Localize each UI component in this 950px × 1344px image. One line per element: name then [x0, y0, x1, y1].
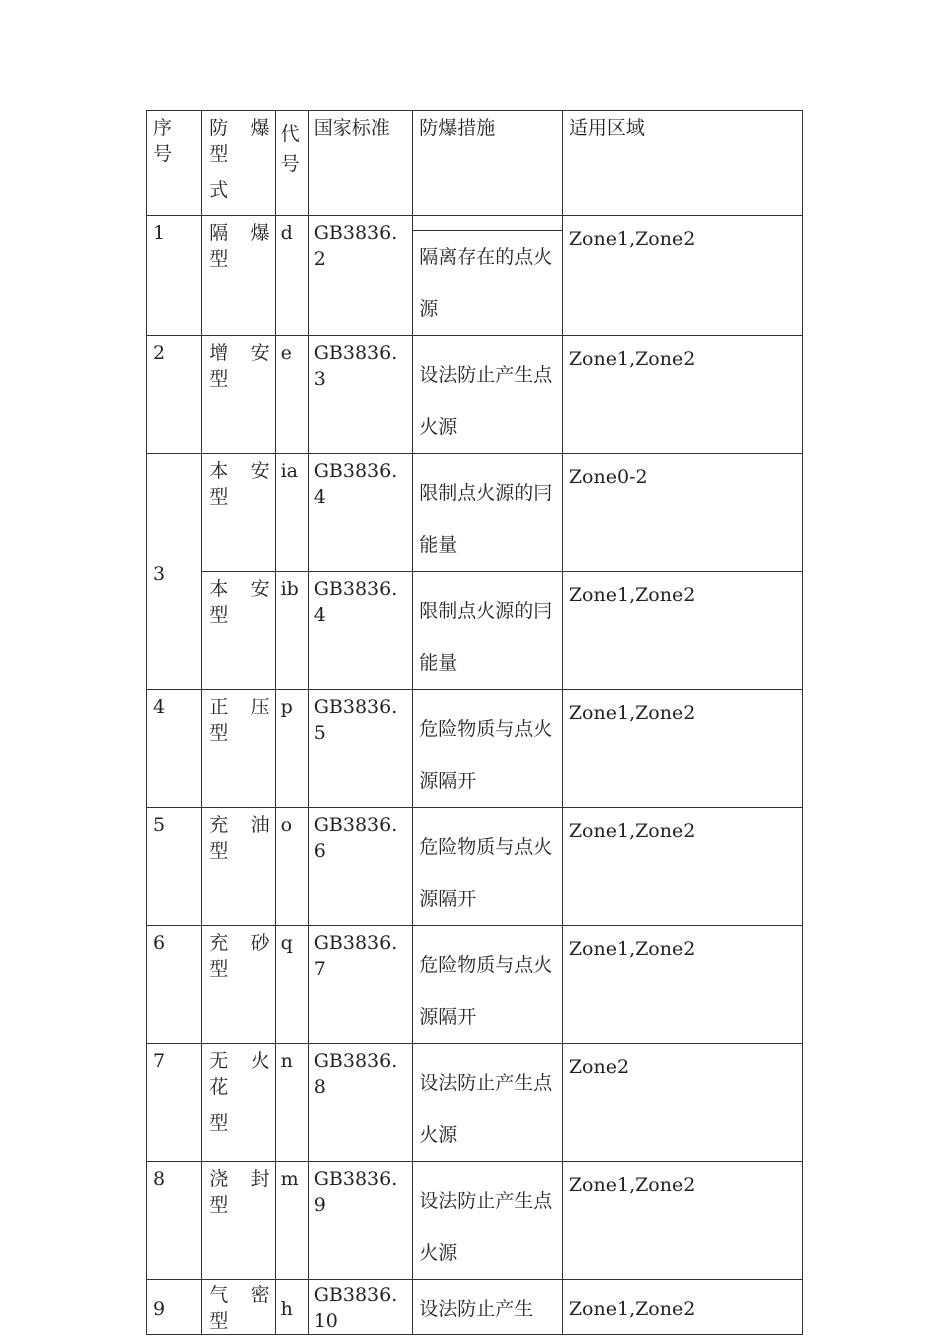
- table-row: [147, 1044, 803, 1162]
- cell-text: 危险物质与点火源隔开: [419, 954, 553, 1028]
- cell-text: 安: [250, 460, 270, 482]
- table-cell: [562, 926, 802, 1044]
- cell-text: 压: [250, 696, 270, 718]
- table-cell: [562, 1044, 802, 1162]
- cell-text: 爆: [250, 222, 270, 244]
- cell-text: GB3836.2: [313, 222, 398, 270]
- table-cell: [413, 336, 563, 454]
- table-cell: [308, 808, 412, 926]
- cell-text: 序号: [153, 117, 173, 165]
- cell-text: m: [280, 1168, 299, 1190]
- cell-text: Zone2: [568, 1056, 630, 1078]
- cell-text: n: [280, 1050, 293, 1072]
- cell-text: Zone1,Zone2: [568, 938, 696, 960]
- table-cell: [562, 572, 802, 690]
- cell-text: 危险物质与点火源隔开: [419, 836, 553, 910]
- cell-text: 1: [153, 222, 166, 244]
- table-cell: [308, 690, 412, 808]
- cell-text: 9: [153, 1298, 166, 1320]
- table-cell: [413, 1162, 563, 1280]
- cell-text: 危险物质与点火源隔开: [419, 718, 553, 792]
- table-cell: [562, 454, 802, 572]
- cell-text: 3: [153, 562, 166, 585]
- table-cell: [147, 926, 202, 1044]
- cell-text: 密: [250, 1284, 270, 1306]
- table-cell: [562, 1162, 802, 1280]
- table-cell: [275, 808, 308, 926]
- cell-text: 5: [153, 814, 166, 836]
- table-header-row: [147, 111, 803, 216]
- cell-text: GB3836.4: [313, 578, 398, 626]
- table-cell: [308, 926, 412, 1044]
- table-cell: [275, 216, 308, 336]
- table-cell: [308, 1280, 412, 1335]
- cell-text: GB3836.9: [313, 1168, 398, 1216]
- header-standard: [308, 111, 412, 216]
- cell-text: p: [280, 696, 293, 718]
- table-cell: [413, 1044, 563, 1162]
- table-cell: [413, 572, 563, 690]
- cell-text: 国家标准: [313, 117, 390, 139]
- cell-text: 限制点火源的冃能量: [419, 600, 553, 674]
- table-cell: [413, 454, 563, 572]
- cell-text: Zone1,Zone2: [568, 584, 696, 606]
- table-cell: [202, 808, 275, 926]
- cell-text: 型: [209, 486, 229, 508]
- cell-text: 油: [250, 814, 270, 836]
- cell-text: 增: [209, 342, 229, 364]
- table-cell: [413, 808, 563, 926]
- cell-text: 式: [209, 179, 229, 201]
- table-cell: [562, 216, 802, 336]
- header-code: [275, 111, 308, 216]
- cell-text: 防: [209, 117, 229, 139]
- table-cell: [202, 454, 275, 572]
- cell-text: 设法防止产生: [419, 1298, 534, 1320]
- table-cell: [413, 690, 563, 808]
- table-cell: [275, 1280, 308, 1335]
- cell-text: 8: [153, 1168, 166, 1190]
- cell-text: Zone0-2: [568, 466, 648, 488]
- cell-text: 充: [209, 814, 229, 836]
- cell-text: o: [280, 814, 293, 836]
- table-cell: [308, 336, 412, 454]
- cell-text: q: [280, 932, 293, 954]
- cell-text: GB3836.10: [313, 1284, 398, 1332]
- table-cell: [202, 572, 275, 690]
- cell-text: 代: [280, 123, 300, 145]
- cell-text: e: [280, 342, 292, 364]
- header-zone: [562, 111, 802, 216]
- table-cell: [562, 690, 802, 808]
- cell-text: 型: [209, 1194, 229, 1216]
- cell-text: d: [280, 222, 293, 244]
- table-cell: [147, 216, 202, 336]
- cell-text: 型: [209, 840, 229, 862]
- cell-text: ia: [280, 460, 298, 482]
- cell-text: GB3836.4: [313, 460, 398, 508]
- cell-text: 本: [209, 460, 229, 482]
- table-row: [147, 1162, 803, 1280]
- table-cell: [562, 1280, 802, 1335]
- cell-text: GB3836.6: [313, 814, 398, 862]
- table-cell: [147, 336, 202, 454]
- cell-text: GB3836.5: [313, 696, 398, 744]
- cell-text: 隔: [209, 222, 229, 244]
- cell-text: 设法防止产生点火源: [419, 364, 553, 438]
- table-row: [147, 336, 803, 454]
- table-cell: [275, 690, 308, 808]
- cell-text: 气: [209, 1284, 229, 1306]
- table-cell: [202, 690, 275, 808]
- table-cell: [562, 808, 802, 926]
- table-cell: [308, 572, 412, 690]
- table-cell: [308, 454, 412, 572]
- table-cell: [275, 1044, 308, 1162]
- cell-text: GB3836.3: [313, 342, 398, 390]
- table-cell: [308, 1162, 412, 1280]
- table-cell: [202, 1280, 275, 1335]
- cell-text: 型: [209, 958, 229, 980]
- cell-text: 型: [209, 1310, 229, 1332]
- cell-text: GB3836.7: [313, 932, 398, 980]
- cell-text: Zone1,Zone2: [568, 702, 696, 724]
- cell-text: 适用区域: [568, 117, 645, 139]
- table-cell: [202, 216, 275, 336]
- cell-text: 防爆措施: [419, 117, 496, 139]
- cell-text: Zone1,Zone2: [568, 1298, 696, 1320]
- cell-text: 花: [209, 1076, 229, 1098]
- cell-text: 限制点火源的冃能量: [419, 482, 553, 556]
- table-row: [147, 808, 803, 926]
- cell-text: 号: [280, 153, 300, 175]
- table-cell: [202, 1162, 275, 1280]
- table-cell: [202, 336, 275, 454]
- cell-text: 充: [209, 932, 229, 954]
- cell-text: 封: [250, 1168, 270, 1190]
- table-cell: [147, 808, 202, 926]
- cell-text: 爆: [250, 117, 270, 139]
- cell-text: 型: [209, 368, 229, 390]
- table-row: [147, 690, 803, 808]
- cell-text: Zone1,Zone2: [568, 348, 696, 370]
- header-no: [147, 111, 202, 216]
- table-cell: [308, 1044, 412, 1162]
- table-row: [147, 1280, 803, 1335]
- cell-text: 设法防止产生点火源: [419, 1072, 553, 1146]
- cell-text: 型: [209, 143, 229, 165]
- cell-text: 7: [153, 1050, 166, 1072]
- table-cell: [308, 216, 412, 336]
- cell-text: 6: [153, 932, 166, 954]
- cell-text: 2: [153, 342, 166, 364]
- cell-text: 型: [209, 248, 229, 270]
- cell-text: 设法防止产生点火源: [419, 1190, 553, 1264]
- table-cell: [147, 454, 202, 690]
- cell-text: 正: [209, 696, 229, 718]
- table-cell: [275, 926, 308, 1044]
- table-cell: [275, 1162, 308, 1280]
- cell-text: 型: [209, 722, 229, 744]
- table-cell: [202, 1044, 275, 1162]
- table-row: [147, 926, 803, 1044]
- table-row: [147, 572, 803, 690]
- table-cell: [202, 926, 275, 1044]
- cell-text: h: [280, 1298, 293, 1320]
- table-cell: [413, 1280, 563, 1335]
- header-measure: [413, 111, 563, 216]
- cell-text: 浇: [209, 1168, 229, 1190]
- cell-text: Zone1,Zone2: [568, 820, 696, 842]
- cell-text: 安: [250, 342, 270, 364]
- cell-text: 无: [209, 1050, 229, 1072]
- table-cell: [562, 336, 802, 454]
- cell-text: 火: [250, 1050, 270, 1072]
- table-cell: [147, 1162, 202, 1280]
- cell-text: Zone1,Zone2: [568, 1174, 696, 1196]
- table-cell: [275, 336, 308, 454]
- table-cell: [275, 572, 308, 690]
- header-type: [202, 111, 275, 216]
- cell-text: 本: [209, 578, 229, 600]
- cell-text: 安: [250, 578, 270, 600]
- table-cell: [275, 454, 308, 572]
- cell-text: Zone1,Zone2: [568, 228, 696, 250]
- cell-text: GB3836.8: [313, 1050, 398, 1098]
- cell-text: 4: [153, 696, 166, 718]
- cell-text: ib: [280, 578, 299, 600]
- cell-text: 型: [209, 604, 229, 626]
- table-row: [147, 216, 803, 336]
- cell-text: 砂: [250, 932, 270, 954]
- table-cell: [413, 926, 563, 1044]
- table-cell: [147, 1280, 202, 1335]
- table-row: [147, 454, 803, 572]
- table-cell: [147, 690, 202, 808]
- table-cell: [413, 216, 563, 336]
- table-cell: [147, 1044, 202, 1162]
- cell-text: 隔离存在的点火源: [419, 246, 553, 320]
- explosion-proof-table: [146, 110, 803, 1335]
- cell-text: 型: [209, 1112, 229, 1134]
